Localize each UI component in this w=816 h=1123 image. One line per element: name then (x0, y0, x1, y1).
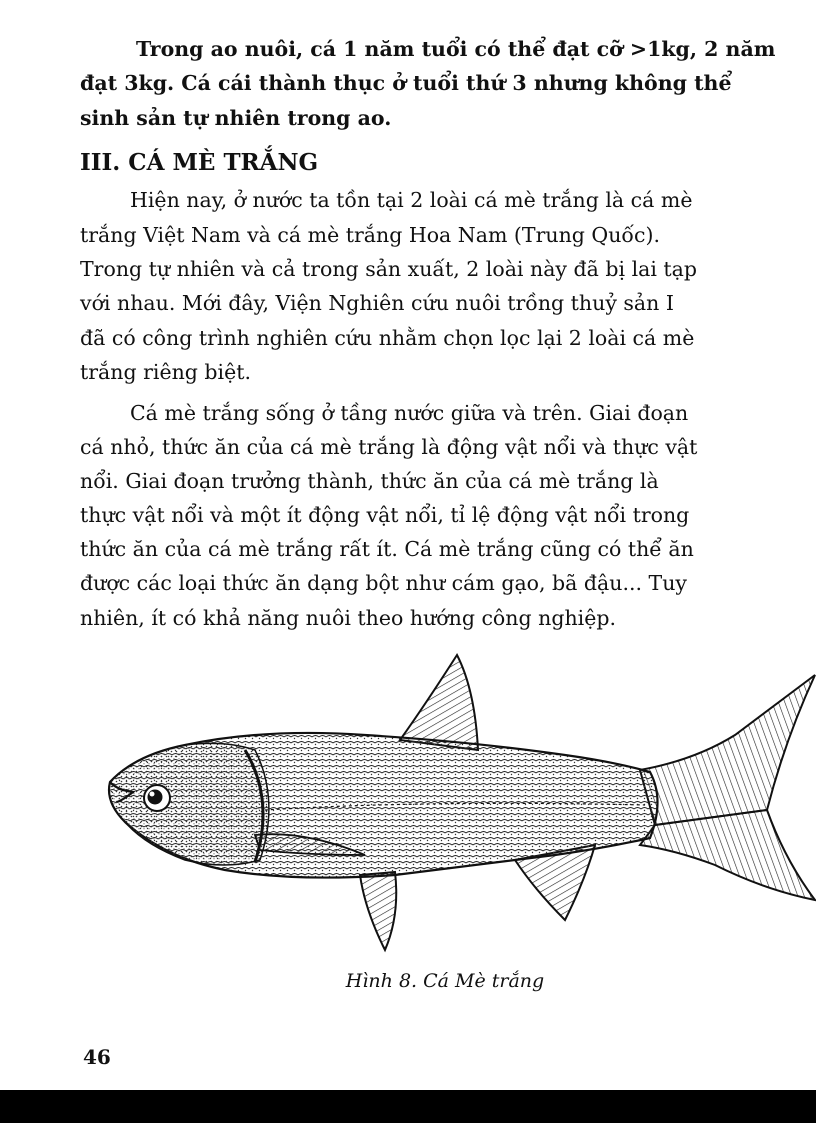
paragraph-3-line-3: nổi. Giai đoạn trưởng thành, thức ăn của cá mè trắng là (80, 469, 659, 493)
paragraph-3-line-1: Cá mè trắng sống ở tầng nước giữa và trên. Giai đoạn (130, 401, 689, 425)
paragraph-1-line-1: Trong ao nuôi, cá 1 năm tuổi có thể đạt cỡ >1kg, 2 năm (136, 37, 776, 61)
paragraph-3-line-5: thức ăn của cá mè trắng rất ít. Cá mè trắng cũng có thể ăn (80, 537, 694, 561)
paragraph-2-line-5: đã có công trình nghiên cứu nhằm chọn lọc lại 2 loài cá mè (80, 326, 695, 350)
paragraph-2-line-4: với nhau. Mới đây, Viện Nghiên cứu nuôi trồng thuỷ sản I (80, 291, 674, 315)
paragraph-1-line-3: sinh sản tự nhiên trong ao. (80, 106, 392, 130)
paragraph-1-line-2: đạt 3kg. Cá cái thành thục ở tuổi thứ 3 nhưng không thể (80, 71, 732, 95)
scan-border-bar (0, 1090, 816, 1123)
paragraph-2-line-3: Trong tự nhiên và cả trong sản xuất, 2 loài này đã bị lai tạp (80, 257, 698, 281)
section-heading: III. CÁ MÈ TRẮNG (80, 149, 319, 176)
paragraph-2-line-2: trắng Việt Nam và cá mè trắng Hoa Nam (Trung Quốc). (80, 223, 660, 247)
pelvic-fin (360, 872, 396, 950)
paragraph-2-line-6: trắng riêng biệt. (80, 360, 251, 384)
dorsal-fin (400, 655, 478, 750)
silver-carp-illustration (95, 650, 816, 960)
paragraph-2-line-1: Hiện nay, ở nước ta tồn tại 2 loài cá mè trắng là cá mè (130, 188, 693, 212)
paragraph-3-line-2: cá nhỏ, thức ăn của cá mè trắng là động vật nổi và thực vật (80, 435, 698, 459)
paragraph-3-line-7: nhiên, ít có khả năng nuôi theo hướng công nghiệp. (80, 606, 616, 630)
tail-lower-lobe (640, 810, 815, 900)
figure-caption: Hình 8. Cá Mè trắng (345, 970, 545, 992)
paragraph-3-line-4: thực vật nổi và một ít động vật nổi, tỉ lệ động vật nổi trong (80, 503, 690, 527)
page-number: 46 (83, 1045, 111, 1069)
tail-upper-lobe (640, 675, 815, 825)
fish-head (109, 743, 269, 865)
paragraph-3-line-6: được các loại thức ăn dạng bột như cám gạo, bã đậu... Tuy (80, 571, 687, 595)
